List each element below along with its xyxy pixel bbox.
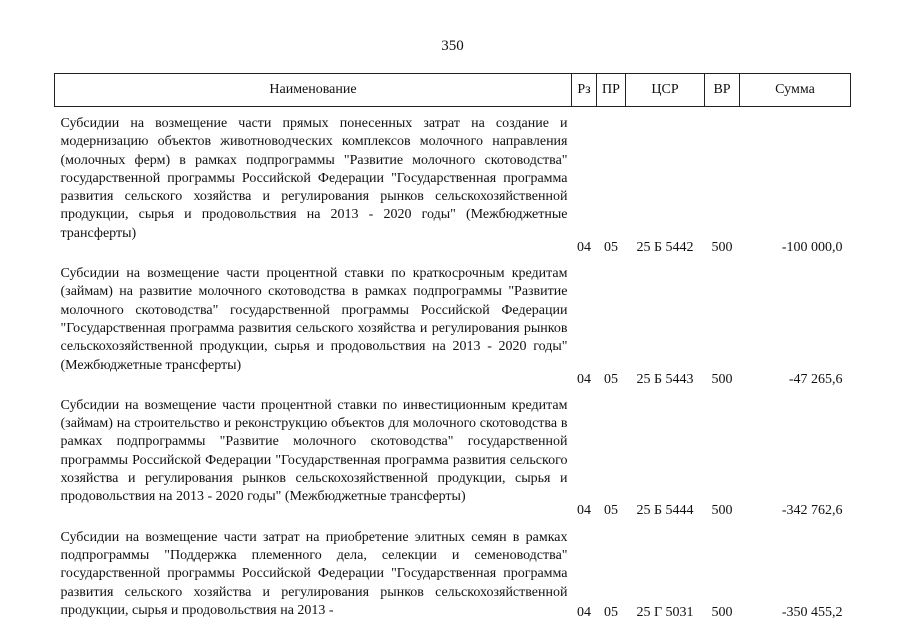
row-name: Субсидии на возмещение части процентной ставки по инвестиционным кредитам (займам) на строительство и реконструкцию объектов для молочного скотоводства в рамках подпрограммы "Развитие молочного скотоводства" государственной программы Российской Федерации "Государственная программа развития сельского хозяйства и регулирования рынков сельскохозяйственной продукции, сырья и продовольствия на 2013 - 2020 годы" (Межбюджетные трансферты) — [60, 397, 568, 505]
row-vr: 500 — [711, 503, 733, 519]
row-sum: -47 265,6 — [788, 371, 843, 387]
row-sum: -350 455,2 — [781, 604, 843, 620]
table-row — [55, 521, 851, 622]
row-vr: 500 — [711, 371, 733, 387]
row-pr: 05 — [604, 503, 618, 519]
row-name: Субсидии на возмещение части затрат на приобретение элитных семян в рамках подпрограммы "Поддержка племенного дела, селекции и семеноводства" государственной программы Российской Федерации "Государственная программа развития сельского хозяйства и регулирования рынков сельскохозяйственной продукции, сырья и продовольствия на 2013 - — [60, 529, 568, 618]
row-csr: 25 Б 5443 — [636, 371, 694, 387]
header-sum: Сумма — [740, 74, 851, 107]
header-vr: ВР — [705, 74, 740, 107]
table-row — [55, 389, 851, 521]
row-csr: 25 Б 5444 — [636, 503, 694, 519]
table-row — [55, 107, 851, 258]
row-name: Субсидии на возмещение части процентной ставки по краткосрочным кредитам (займам) на развитие молочного скотоводства в рамках подпрограммы "Развитие молочного скотоводства" государственной программы Российской Федерации "Государственная программа развития сельского хозяйства и регулирования рынков сельскохозяйственной продукции, сырья и продовольствия на 2013 - 2020 годы" (Межбюджетные трансферты) — [60, 266, 568, 373]
row-pr: 05 — [604, 604, 618, 620]
row-vr: 500 — [711, 604, 733, 620]
page-number: 350 — [441, 38, 464, 54]
row-csr: 25 Б 5442 — [636, 239, 694, 255]
row-sum: -100 000,0 — [781, 239, 843, 255]
row-vr: 500 — [711, 239, 733, 255]
table-row — [55, 257, 851, 389]
row-sum: -342 762,6 — [781, 503, 843, 519]
header-name: Наименование — [55, 74, 572, 107]
row-name: Субсидии на возмещение части прямых понесенных затрат на создание и модернизацию объектов животноводческих комплексов молочного направления (молочных ферм) в рамках подпрограммы "Развитие молочного скотоводства" государственной программы Российской Федерации "Государственная программа развития сельского хозяйства и регулирования рынков сельскохозяйственной продукции, сырья и продовольствия на 2013 - 2020 годы" (Межбюджетные трансферты) — [60, 116, 568, 241]
table-header-row — [55, 74, 851, 107]
row-rz: 04 — [577, 239, 591, 255]
row-rz: 04 — [577, 503, 591, 519]
budget-table — [54, 73, 851, 622]
row-pr: 05 — [604, 371, 618, 387]
header-rz: Рз — [572, 74, 597, 107]
header-pr: ПР — [597, 74, 626, 107]
row-pr: 05 — [604, 239, 618, 255]
row-rz: 04 — [577, 371, 591, 387]
header-csr: ЦСР — [626, 74, 705, 107]
row-csr: 25 Г 5031 — [636, 604, 694, 620]
row-rz: 04 — [577, 604, 591, 620]
